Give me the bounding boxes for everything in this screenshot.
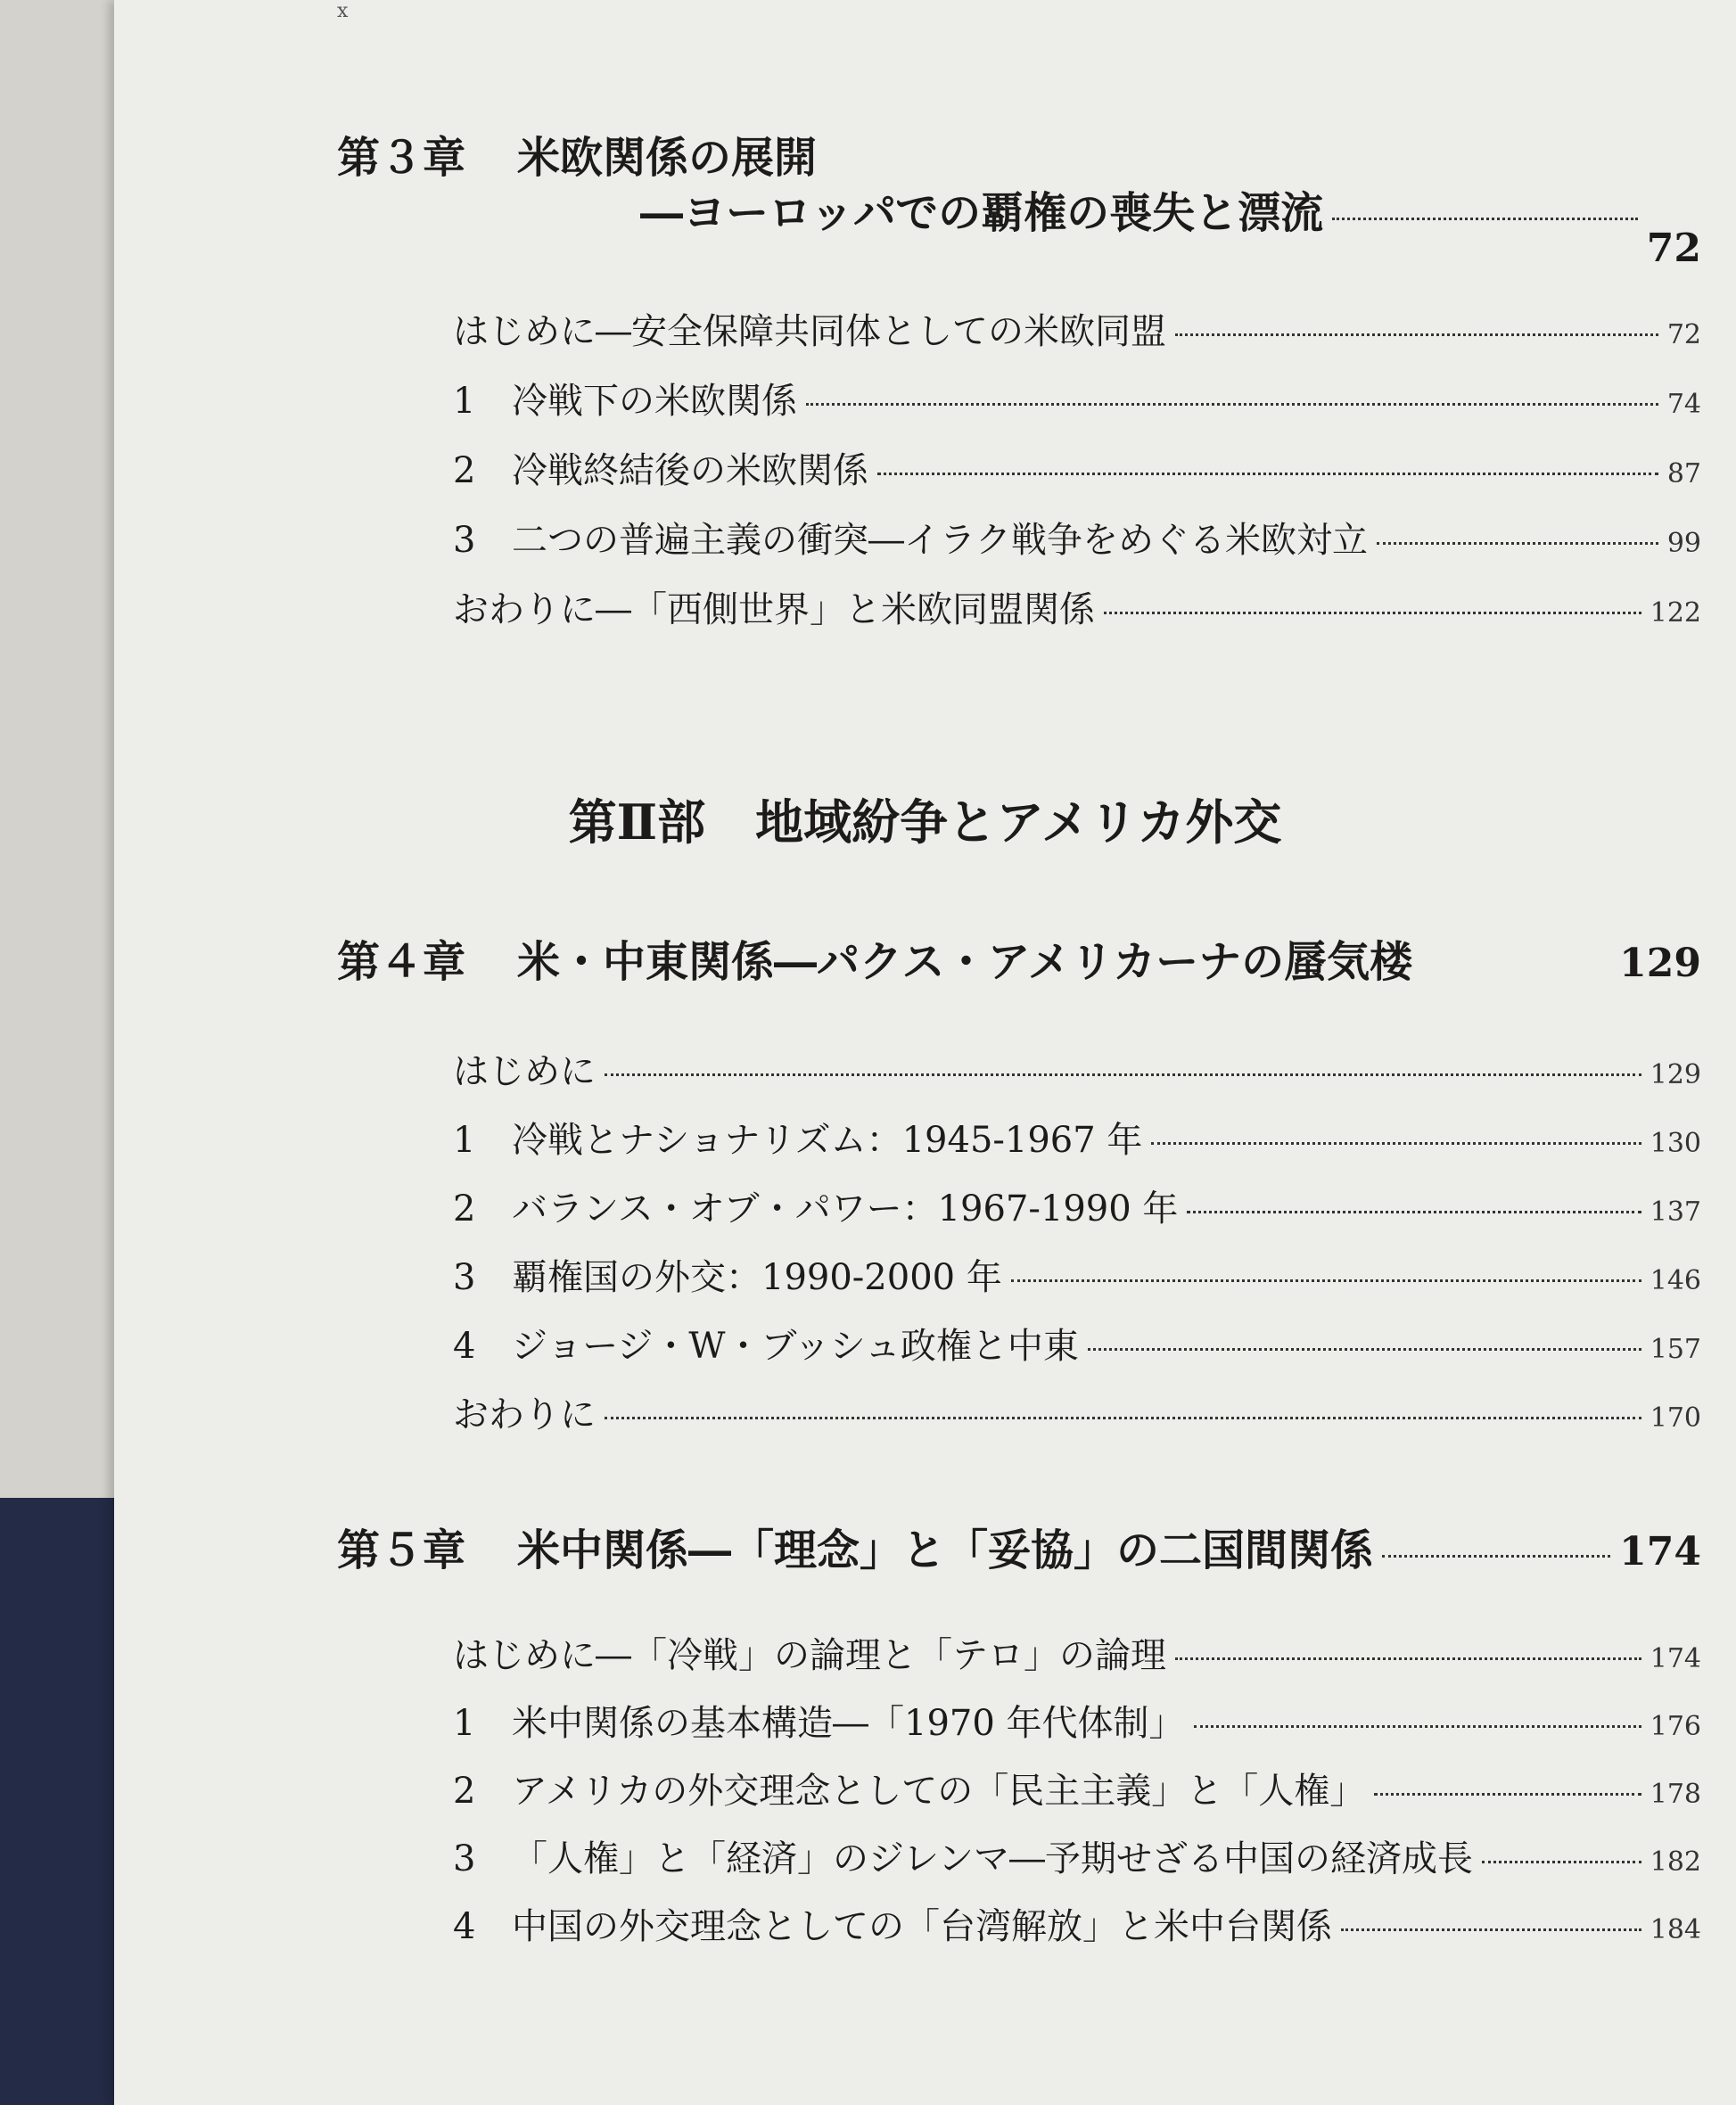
leader-dots bbox=[877, 473, 1658, 475]
toc-entry-page: 157 bbox=[1650, 1334, 1701, 1365]
part-2-label: 第Ⅱ部 bbox=[568, 793, 706, 851]
chapter-4-heading bbox=[337, 927, 1701, 989]
leader-dots bbox=[1175, 1657, 1641, 1660]
toc-entry-number: 2 bbox=[453, 1771, 476, 1812]
chapter-3-label: 第３章 bbox=[337, 133, 466, 183]
toc-entry-page: 130 bbox=[1650, 1128, 1701, 1159]
chapter-3-subtitle: ―ヨーロッパでの覇権の喪失と漂流 bbox=[640, 188, 1324, 238]
leader-dots bbox=[1482, 1861, 1641, 1863]
toc-entry bbox=[453, 1830, 1701, 1881]
toc-entry-title: 中国の外交理念としての「台湾解放」と米中台関係 bbox=[512, 1906, 1332, 1947]
chapter-3-title: 米欧関係の展開 bbox=[517, 133, 818, 183]
leader-dots bbox=[1011, 1279, 1641, 1282]
toc-entry bbox=[453, 1695, 1701, 1746]
toc-entry-page: 178 bbox=[1650, 1779, 1701, 1810]
toc-entry-number: 1 bbox=[453, 1120, 476, 1161]
toc-entry-page: 184 bbox=[1650, 1914, 1701, 1945]
toc-entry bbox=[453, 512, 1701, 563]
leader-dots bbox=[1151, 1142, 1641, 1145]
toc-entry-page: 176 bbox=[1650, 1711, 1701, 1742]
chapter-3-page: 72 bbox=[1646, 226, 1701, 271]
toc-entry-number: 1 bbox=[453, 381, 476, 422]
toc-entry bbox=[453, 1763, 1701, 1813]
chapter-5-label: 第５章 bbox=[337, 1525, 466, 1575]
toc-entry-page: 182 bbox=[1650, 1846, 1701, 1878]
toc-entry bbox=[453, 1249, 1701, 1300]
toc-entry-page: 99 bbox=[1666, 528, 1701, 559]
chapter-4-title: 米・中東関係―パクス・アメリカーナの蜃気楼 bbox=[517, 937, 1413, 987]
toc-entry bbox=[453, 581, 1701, 632]
toc-entry-title: おわりに―「西側世界」と米欧同盟関係 bbox=[453, 589, 1095, 630]
toc-entry-number: 2 bbox=[453, 450, 476, 491]
leader-dots bbox=[1194, 1725, 1641, 1728]
toc-entry-title: ジョージ・W・ブッシュ政権と中東 bbox=[512, 1326, 1079, 1367]
toc-entry bbox=[453, 303, 1701, 354]
toc-entry-page: 170 bbox=[1650, 1402, 1701, 1434]
toc-entry-number: 3 bbox=[453, 1838, 476, 1879]
toc-entry-number: 3 bbox=[453, 1257, 476, 1298]
toc-entry-page: 146 bbox=[1650, 1265, 1701, 1296]
leader-dots bbox=[1104, 612, 1641, 614]
chapter-5-page: 174 bbox=[1619, 1529, 1701, 1575]
toc-entry bbox=[453, 1386, 1701, 1437]
toc-entry-title: おわりに bbox=[453, 1394, 596, 1435]
toc-entry-title: 覇権国の外交：1990‐2000 年 bbox=[512, 1257, 1002, 1298]
book-page bbox=[114, 0, 1736, 2105]
toc-entry-title: はじめに―安全保障共同体としての米欧同盟 bbox=[453, 311, 1166, 352]
toc-entry-title: はじめに―「冷戦」の論理と「テロ」の論理 bbox=[453, 1635, 1166, 1676]
chapter-3-heading bbox=[337, 123, 817, 185]
toc-entry bbox=[453, 442, 1701, 493]
toc-entry-number: 4 bbox=[453, 1906, 476, 1947]
toc-entry-title: 冷戦下の米欧関係 bbox=[512, 381, 797, 422]
leader-dots bbox=[1332, 218, 1638, 220]
toc-entry-title: アメリカの外交理念としての「民主主義」と「人権」 bbox=[512, 1771, 1366, 1812]
toc-entry-title: 二つの普遍主義の衝突―イラク戦争をめぐる米欧対立 bbox=[512, 520, 1368, 561]
toc-entry bbox=[453, 1043, 1701, 1094]
toc-entry-number: 2 bbox=[453, 1188, 476, 1229]
chapter-4-page: 129 bbox=[1619, 941, 1701, 986]
chapter-4-label: 第４章 bbox=[337, 937, 466, 987]
toc-entry bbox=[453, 1898, 1701, 1949]
leader-dots bbox=[1374, 1793, 1641, 1796]
part-2-title: 地域紛争とアメリカ外交 bbox=[755, 793, 1282, 851]
toc-entry-number: 3 bbox=[453, 520, 476, 561]
leader-dots bbox=[1175, 333, 1658, 336]
leader-dots bbox=[1341, 1928, 1641, 1931]
toc-entry bbox=[453, 1627, 1701, 1678]
part-2-heading bbox=[114, 785, 1736, 853]
toc-entry-page: 122 bbox=[1650, 597, 1701, 629]
toc-entry bbox=[453, 1112, 1701, 1163]
toc-entry-title: バランス・オブ・パワー：1967‐1990 年 bbox=[512, 1188, 1179, 1229]
leader-dots bbox=[1382, 1555, 1610, 1558]
toc-entry-page: 129 bbox=[1650, 1059, 1701, 1090]
chapter-5-heading bbox=[337, 1516, 1701, 1577]
toc-entry-page: 87 bbox=[1666, 458, 1701, 489]
page-corner-mark: x bbox=[337, 0, 349, 22]
toc-entry-number: 4 bbox=[453, 1326, 476, 1367]
leader-dots bbox=[1088, 1348, 1641, 1351]
toc-entry-page: 137 bbox=[1650, 1196, 1701, 1228]
leader-dots bbox=[806, 403, 1658, 406]
toc-entry-title: 米中関係の基本構造―「1970 年代体制」 bbox=[512, 1703, 1185, 1744]
toc-entry-page: 174 bbox=[1650, 1643, 1701, 1674]
chapter-3-subtitle-row bbox=[640, 178, 1701, 271]
toc-entry-title: 冷戦終結後の米欧関係 bbox=[512, 450, 868, 491]
toc-entry bbox=[453, 1318, 1701, 1369]
toc-entry-page: 72 bbox=[1666, 319, 1701, 350]
toc-entry-page: 74 bbox=[1666, 389, 1701, 420]
toc-entry bbox=[453, 1180, 1701, 1231]
toc-entry-title: 「人権」と「経済」のジレンマ―予期せざる中国の経済成長 bbox=[512, 1838, 1473, 1879]
leader-dots bbox=[1187, 1211, 1641, 1213]
chapter-5-title: 米中関係―「理念」と「妥協」の二国間関係 bbox=[517, 1525, 1374, 1575]
leader-dots bbox=[605, 1073, 1641, 1076]
toc-entry-number: 1 bbox=[453, 1703, 476, 1744]
toc-entry-title: 冷戦とナショナリズム：1945‐1967 年 bbox=[512, 1120, 1143, 1161]
leader-dots bbox=[1377, 542, 1658, 545]
leader-dots bbox=[605, 1417, 1641, 1419]
toc-entry-title: はじめに bbox=[453, 1051, 596, 1092]
toc-entry bbox=[453, 373, 1701, 423]
